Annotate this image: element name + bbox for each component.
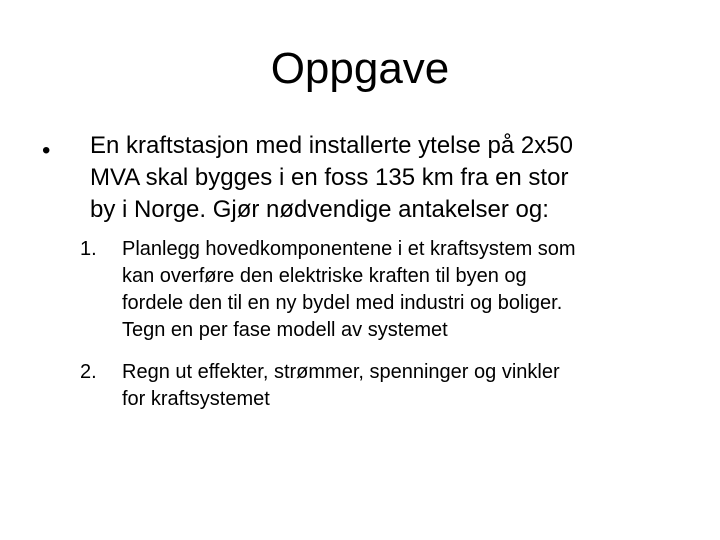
list-item-line: Planlegg hovedkomponentene i et kraftsystem som [122, 238, 576, 260]
list-item-text [122, 236, 576, 344]
list-item-line: fordele den til en ny bydel med industri og boliger. [122, 292, 563, 314]
list-item-line: Regn ut effekter, strømmer, spenninger og vinkler [122, 361, 560, 383]
list-item-line: Tegn en per fase modell av systemet [122, 319, 448, 341]
bullet-line: MVA skal bygges i en foss 135 km fra en stor [90, 164, 569, 191]
list-item-line: for kraftsystemet [122, 388, 270, 410]
list-item-line: kan overføre den elektriske kraften til byen og [122, 265, 527, 287]
bullet-line: by i Norge. Gjør nødvendige antakelser og: [90, 196, 549, 223]
list-item-number: 2. [80, 361, 97, 383]
list-item-number: 1. [80, 238, 97, 260]
bullet-text [90, 130, 690, 226]
slide-title: Oppgave [270, 44, 450, 93]
list-item-text [122, 359, 560, 413]
bullet-marker: • [42, 137, 51, 164]
bullet-line: En kraftstasjon med installerte ytelse på 2x50 [90, 132, 573, 159]
